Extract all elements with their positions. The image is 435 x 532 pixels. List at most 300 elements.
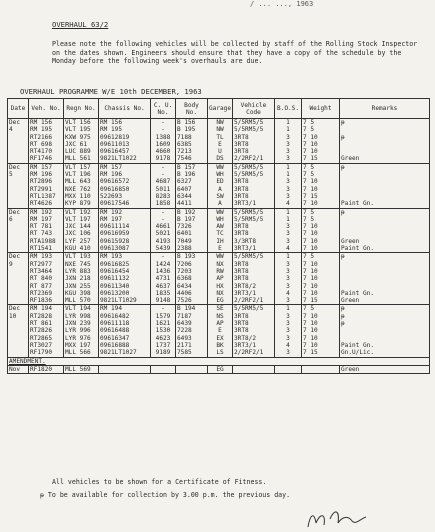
chassis-value: 09616457	[100, 148, 130, 156]
garage-value: TC	[216, 230, 224, 238]
garage-value: NW	[216, 126, 224, 134]
remarks-value	[341, 141, 428, 148]
weight-value: 7 10	[303, 140, 318, 148]
garage-value: SW	[216, 192, 224, 200]
cell-weight	[302, 163, 340, 208]
body-value: 6401	[177, 230, 192, 238]
bos-value: 3	[286, 312, 290, 320]
cu-value: 1835	[155, 289, 171, 297]
cell-bos	[275, 253, 302, 305]
body-value: 7546	[177, 155, 192, 163]
veh-value: RT1541	[30, 245, 53, 253]
cell-body	[176, 253, 208, 305]
garage-value: SE	[216, 305, 224, 313]
col-header-cu: C. U. No.	[151, 99, 176, 119]
cu-value: 8283	[155, 192, 171, 200]
cell-code	[233, 119, 275, 164]
veh-value: RM 194	[30, 305, 53, 313]
body-value: B 192	[177, 208, 196, 216]
veh-value: RT 840	[30, 275, 53, 283]
garage-value: DS	[216, 155, 224, 163]
amendment-row	[8, 365, 430, 373]
bos-value: 4	[286, 341, 290, 349]
bos-value: 3	[286, 192, 290, 200]
code-value: 3RT3/1	[234, 200, 257, 208]
cu-value: 9148	[155, 297, 171, 305]
cu-value: 1858	[155, 200, 171, 208]
remarks-value	[341, 148, 428, 155]
body-value: 7326	[177, 223, 192, 231]
chassis-value: 09616825	[100, 260, 130, 268]
date-value: 5	[9, 171, 13, 179]
bos-value: 4	[286, 200, 290, 208]
code-value: 3RT8	[234, 312, 249, 320]
code-value: 3RT8	[234, 327, 249, 335]
col-header-code: Vehicle Code	[233, 99, 275, 119]
overhaul-table	[7, 98, 430, 374]
garage-value: E	[218, 327, 222, 335]
code-value: 3RT8	[234, 133, 249, 141]
weight-value: 7 10	[303, 260, 318, 268]
date-value: 4	[9, 126, 13, 134]
cu-value: 9178	[155, 155, 171, 163]
cell-weight	[302, 208, 340, 253]
weight-value: 7 5	[303, 126, 315, 134]
remarks-value: Paint Gn.	[341, 289, 375, 297]
cu-value: 1609	[155, 140, 171, 148]
chassis-value: RM 157	[100, 163, 123, 171]
veh-value: RT 781	[30, 223, 53, 231]
body-value: 6344	[177, 192, 192, 200]
remarks-value: ᵽ	[341, 253, 345, 261]
cu-value: 4623	[155, 334, 171, 342]
body-value: 6368	[177, 275, 192, 283]
cu-value: 5021	[155, 230, 171, 238]
veh-value: RM 193	[30, 253, 53, 261]
cell-code	[233, 208, 275, 253]
garage-value: NS	[216, 312, 224, 320]
code-value: 5/5RM5/5	[234, 253, 264, 261]
cell-veh	[29, 163, 64, 208]
veh-value: RT2166	[30, 133, 53, 141]
weight-value: 7 10	[303, 178, 318, 186]
footer-note-fitness: All vehicles to be shown for a Certificate of Fitness.	[52, 478, 267, 486]
amendment-remarks: Green	[340, 365, 430, 373]
veh-value: RT4170	[30, 148, 53, 156]
garage-value: E	[218, 245, 222, 253]
remarks-value	[341, 178, 428, 185]
day-block-row	[8, 253, 430, 305]
body-value: B 157	[177, 163, 196, 171]
code-value: 5/5RM5/5	[234, 126, 264, 134]
cell-chassis	[99, 208, 151, 253]
garage-value: EG	[216, 297, 224, 305]
remarks-value	[341, 283, 428, 290]
chassis-value: 9821LT1027	[100, 349, 137, 357]
veh-value: RT 743	[30, 230, 53, 238]
day-block-row	[8, 119, 430, 164]
regn-value: LYR 883	[65, 267, 91, 275]
cell-weight	[302, 119, 340, 164]
weight-value: 7 10	[303, 289, 318, 297]
bos-value: 3	[286, 297, 290, 305]
garage-value: WW	[216, 163, 224, 171]
cu-value: -	[161, 171, 165, 179]
cell-remarks	[340, 253, 430, 305]
chassis-value: 09612819	[100, 133, 130, 141]
code-value: 3RT3/1	[234, 245, 257, 253]
remarks-value: ᵽ	[341, 320, 345, 328]
veh-value: RT2826	[30, 327, 53, 335]
bos-value: 4	[286, 289, 290, 297]
cell-date	[8, 208, 29, 253]
veh-value: RM 197	[30, 215, 53, 223]
body-value: B 194	[177, 305, 196, 313]
amendment-empty-cell	[176, 365, 208, 373]
garage-value: AW	[216, 223, 224, 231]
bos-value: 3	[286, 133, 290, 141]
regn-value: LYR 976	[65, 334, 91, 342]
garage-value: IH	[216, 237, 224, 245]
garage-value: AP	[216, 275, 224, 283]
cell-code	[233, 305, 275, 357]
garage-value: WW	[216, 208, 224, 216]
garage-value: WW	[216, 253, 224, 261]
cell-garage	[208, 163, 233, 208]
garage-value: WH	[216, 215, 224, 223]
body-value: 2171	[177, 341, 192, 349]
cu-value: 5011	[155, 185, 171, 193]
col-header-date: Date	[8, 99, 29, 119]
chassis-value: 522693	[100, 192, 123, 200]
remarks-value	[341, 335, 428, 342]
date-value: Dec	[9, 208, 21, 216]
bos-value: 3	[286, 178, 290, 186]
remarks-value: ᵽ	[341, 133, 345, 141]
garage-value: NX	[216, 260, 224, 268]
code-value: 3RT8/2	[234, 334, 257, 342]
chassis-value: 09616488	[100, 327, 130, 335]
col-header-chassis: Chassis No.	[99, 99, 151, 119]
date-value: 10	[9, 312, 17, 320]
code-value: 3RT3/1	[234, 289, 257, 297]
remarks-value	[341, 216, 428, 223]
cu-value: -	[161, 305, 165, 313]
cu-value: 4637	[155, 282, 171, 290]
remarks-value	[341, 275, 428, 282]
remarks-value	[341, 193, 428, 200]
col-header-garage: Garage	[208, 99, 233, 119]
veh-value: RT4626	[30, 200, 53, 208]
veh-value: RT 698	[30, 140, 53, 148]
remarks-value: ᵽ	[341, 208, 345, 216]
chassis-value: 09611118	[100, 320, 130, 328]
garage-value: RW	[216, 267, 224, 275]
remarks-value	[341, 223, 428, 230]
regn-value: KGU 410	[65, 245, 91, 253]
bos-value: 3	[286, 237, 290, 245]
bos-value: 3	[286, 223, 290, 231]
cu-value: 4687	[155, 178, 171, 186]
cell-weight	[302, 305, 340, 357]
veh-value: RTA1988	[30, 237, 56, 245]
cu-value: -	[161, 208, 165, 216]
cell-veh	[29, 119, 64, 164]
chassis-value: RM 193	[100, 253, 123, 261]
chassis-value: RM 156	[100, 119, 123, 126]
bos-value: 1	[286, 208, 290, 216]
body-value: 7585	[177, 349, 192, 357]
cu-value: -	[161, 119, 165, 126]
veh-value: RT 877	[30, 282, 53, 290]
weight-value: 7 10	[303, 200, 318, 208]
cell-bos	[275, 119, 302, 164]
col-header-regn: Regn No.	[64, 99, 99, 119]
cell-cu	[151, 208, 176, 253]
chassis-value: RM 194	[100, 305, 123, 313]
date-value: 6	[9, 215, 13, 223]
weight-value: 7 15	[303, 192, 318, 200]
amendment-date: Nov	[8, 365, 29, 373]
code-value: 3RT8	[234, 140, 249, 148]
regn-value: VLT 196	[65, 171, 91, 179]
code-value: 3RT8	[234, 192, 249, 200]
cell-garage	[208, 253, 233, 305]
amendment-empty-cell	[302, 365, 340, 373]
amendment-regn: MLL 569	[64, 365, 99, 373]
regn-value: LYR 996	[65, 327, 91, 335]
remarks-value: Green	[341, 237, 360, 245]
weight-value: 7 5	[303, 208, 315, 216]
cu-value: 1737	[155, 341, 171, 349]
cu-value: 4661	[155, 223, 171, 231]
bos-value: 3	[286, 260, 290, 268]
regn-value: LUC 889	[65, 148, 91, 156]
chassis-value: RM 192	[100, 208, 123, 216]
veh-value: RT2865	[30, 334, 53, 342]
code-value: 3RT8/2	[234, 282, 257, 290]
weight-value: 7 5	[303, 163, 315, 171]
cell-veh	[29, 305, 64, 357]
bos-value: 1	[286, 305, 290, 313]
col-header-body: Body No.	[176, 99, 208, 119]
chassis-value: 09616850	[100, 185, 130, 193]
body-value: 7187	[177, 312, 192, 320]
body-value: 2388	[177, 245, 192, 253]
regn-value: JXN 255	[65, 282, 91, 290]
regn-value: VLT 197	[65, 215, 91, 223]
regn-value: VLT 156	[65, 119, 91, 126]
code-value: 3RT8	[234, 260, 249, 268]
weight-value: 7 10	[303, 334, 318, 342]
chassis-value: RM 195	[100, 126, 123, 134]
weight-value: 7 10	[303, 185, 318, 193]
cu-value: 1388	[155, 133, 171, 141]
date-value: Dec	[9, 305, 21, 313]
cell-weight	[302, 253, 340, 305]
regn-value: VLT 193	[65, 253, 91, 261]
chassis-value: 09615928	[100, 237, 130, 245]
cell-chassis	[99, 163, 151, 208]
cu-value: 1436	[155, 267, 171, 275]
weight-value: 7 5	[303, 171, 315, 179]
remarks-value	[341, 327, 428, 334]
regn-value: JXC 106	[65, 230, 91, 238]
cell-veh	[29, 253, 64, 305]
garage-value: TL	[216, 133, 224, 141]
regn-value: LYR 998	[65, 312, 91, 320]
code-value: 3RT8	[234, 185, 249, 193]
weight-value: 7 10	[303, 245, 318, 253]
bos-value: 1	[286, 119, 290, 126]
bos-value: 1	[286, 126, 290, 134]
veh-value: RT2991	[30, 185, 53, 193]
remarks-value: Green	[341, 155, 360, 163]
table-body	[8, 119, 430, 374]
cell-remarks	[340, 208, 430, 253]
veh-value: RT2828	[30, 312, 53, 320]
chassis-value: 09616482	[100, 312, 130, 320]
programme-title: OVERHAUL PROGRAMME W/E 10th DECEMBER, 1963	[20, 87, 202, 96]
garage-value: BK	[216, 341, 224, 349]
cell-bos	[275, 163, 302, 208]
cell-body	[176, 208, 208, 253]
regn-value: LYF 257	[65, 237, 91, 245]
bos-value: 1	[286, 163, 290, 171]
col-header-weight: Weight	[302, 99, 340, 119]
code-value: 3RT8	[234, 223, 249, 231]
code-value: 3RT8	[234, 267, 249, 275]
weight-value: 7 10	[303, 275, 318, 283]
weight-value: 7 10	[303, 148, 318, 156]
cell-regn	[64, 305, 99, 357]
veh-value: RM 156	[30, 119, 53, 126]
garage-value: HX	[216, 282, 224, 290]
regn-value: VLT 192	[65, 208, 91, 216]
body-value: 6385	[177, 140, 192, 148]
top-line: / ... ..., 1963	[250, 0, 314, 8]
cell-regn	[64, 208, 99, 253]
remarks-value	[341, 261, 428, 268]
cu-value: 1579	[155, 312, 171, 320]
regn-value: NXE 745	[65, 260, 91, 268]
date-value: Dec	[9, 253, 21, 261]
code-value: 5/5RM5/5	[234, 119, 264, 126]
weight-value: 7 15	[303, 155, 318, 163]
cu-value: 4731	[155, 275, 171, 283]
code-value: 2/2RF2/1	[234, 297, 264, 305]
weight-value: 7 10	[303, 223, 318, 231]
cell-date	[8, 163, 29, 208]
cu-value: -	[161, 253, 165, 261]
weight-value: 7 15	[303, 349, 318, 357]
amendment-label: AMENDMENT.	[8, 357, 430, 365]
body-value: 6407	[177, 185, 192, 193]
cell-garage	[208, 208, 233, 253]
cell-regn	[64, 253, 99, 305]
remarks-value: ᵽ	[341, 312, 345, 320]
body-value: 6327	[177, 178, 192, 186]
garage-value: NX	[216, 289, 224, 297]
weight-value: 7 5	[303, 119, 315, 126]
regn-value: JXC 144	[65, 223, 91, 231]
amendment-empty-cell	[99, 365, 151, 373]
cell-code	[233, 253, 275, 305]
veh-value: RT3027	[30, 341, 53, 349]
bos-value: 3	[286, 230, 290, 238]
cell-bos	[275, 208, 302, 253]
day-block-row	[8, 305, 430, 357]
code-value: 5/5RM5/5	[234, 171, 264, 179]
cell-remarks	[340, 119, 430, 164]
bos-value: 1	[286, 171, 290, 179]
bos-value: 1	[286, 215, 290, 223]
cell-cu	[151, 119, 176, 164]
cell-cu	[151, 253, 176, 305]
remarks-value: Green	[341, 297, 360, 305]
chassis-value: 09616959	[100, 230, 130, 238]
veh-value: RT2896	[30, 178, 53, 186]
veh-value: RF1746	[30, 155, 53, 163]
cell-chassis	[99, 253, 151, 305]
regn-value: NXE 762	[65, 185, 91, 193]
regn-value: MLL 561	[65, 155, 91, 163]
cu-value: 1530	[155, 327, 171, 335]
code-value: 3RT8	[234, 230, 249, 238]
veh-value: RT 861	[30, 320, 53, 328]
regn-value: MXX 110	[65, 192, 91, 200]
code-value: 3RT3/1	[234, 341, 257, 349]
bos-value: 3	[286, 267, 290, 275]
remarks-value: Paint Gn.	[341, 245, 375, 253]
chassis-value: 9821LT1029	[100, 297, 137, 305]
weight-value: 7 5	[303, 305, 315, 313]
weight-value: 7 10	[303, 320, 318, 328]
cell-date	[8, 253, 29, 305]
cell-regn	[64, 119, 99, 164]
body-value: 7049	[177, 237, 192, 245]
chassis-value: 09617546	[100, 200, 130, 208]
remarks-value	[341, 230, 428, 237]
weight-value: 7 10	[303, 327, 318, 335]
chassis-value: 09616347	[100, 334, 130, 342]
veh-value: RM 195	[30, 126, 53, 134]
amendment-label-row	[8, 357, 430, 365]
remarks-value: ᵽ	[341, 119, 345, 126]
body-value: 4411	[177, 200, 192, 208]
body-value: 7206	[177, 260, 192, 268]
bos-value: 4	[286, 245, 290, 253]
weight-value: 7 10	[303, 230, 318, 238]
table-header-row	[8, 99, 430, 119]
regn-value: JXN 218	[65, 275, 91, 283]
bos-value: 3	[286, 185, 290, 193]
cell-body	[176, 119, 208, 164]
bos-value: 3	[286, 334, 290, 342]
bos-value: 3	[286, 275, 290, 283]
cell-code	[233, 163, 275, 208]
chassis-value: 09613200	[100, 289, 130, 297]
weight-value: 7 10	[303, 341, 318, 349]
bos-value: 3	[286, 349, 290, 357]
regn-value: JXN 239	[65, 320, 91, 328]
remarks-value: Paint Gn.	[341, 200, 375, 208]
body-value: B 197	[177, 215, 196, 223]
veh-value: RT2369	[30, 289, 53, 297]
chassis-value: RM 197	[100, 215, 123, 223]
bos-value: 3	[286, 320, 290, 328]
bos-value: 3	[286, 140, 290, 148]
